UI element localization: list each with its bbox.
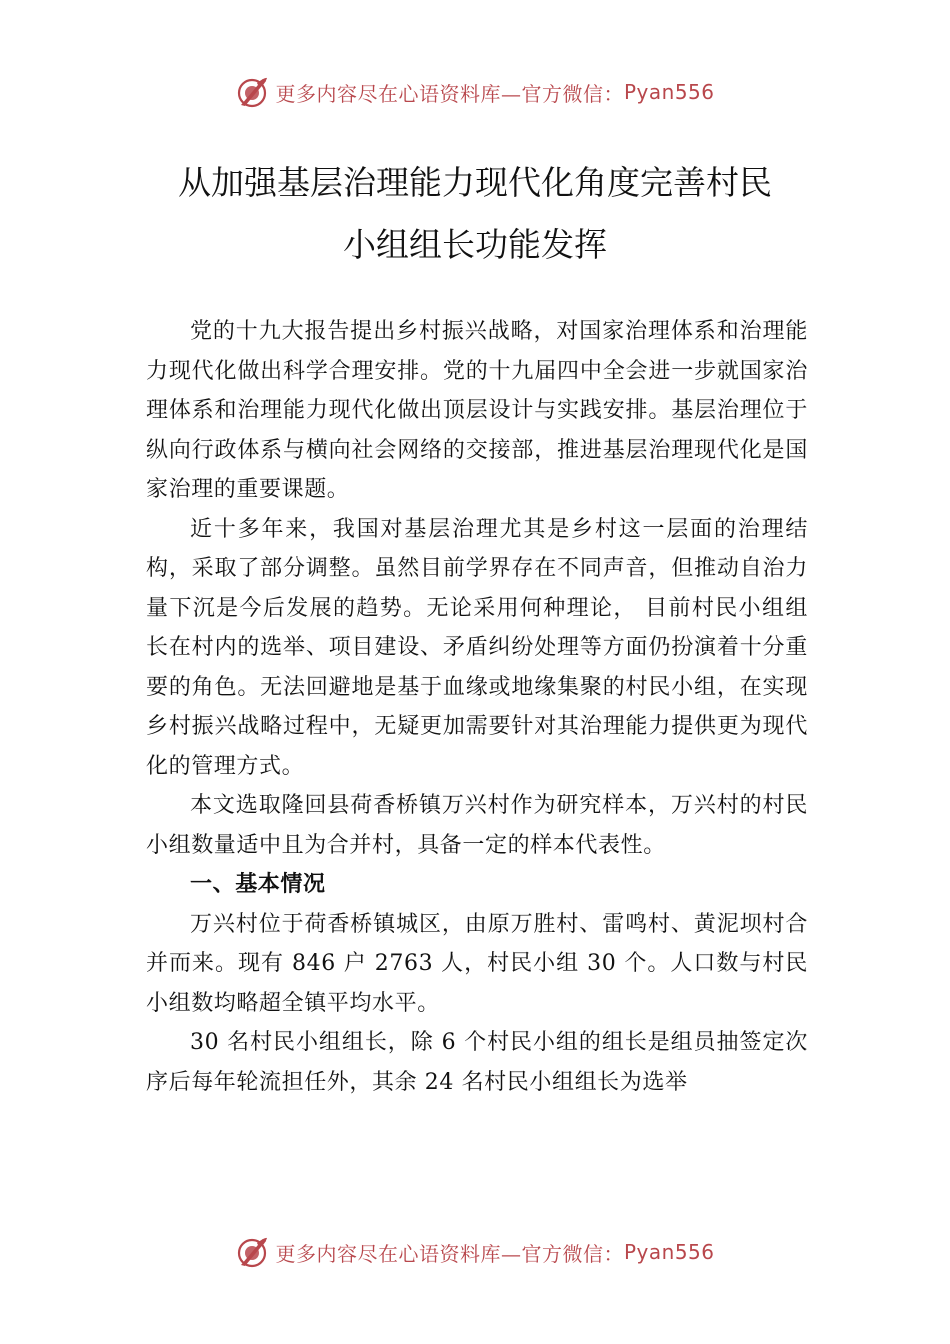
quill-ink-logo-icon: [235, 75, 269, 109]
section-heading-1: 一、基本情况: [190, 871, 326, 897]
paragraph-1: 党的十九大报告提出乡村振兴战略，对国家治理体系和治理能力现代化做出科学合理安排。党的十九届四中全会进一步就国家治理体系和治理能力现代化做出顶层设计与实践安排。基层治理位于纵向行政体系与横向社会网络的交接部，推进基层治理现代化是国家治理的重要课题。: [146, 319, 808, 502]
banner-wechat-id: Pyan556: [623, 80, 715, 104]
banner-text: 更多内容尽在心语资料库—官方微信：: [275, 81, 624, 106]
paragraph-2: 近十多年来，我国对基层治理尤其是乡村这一层面的治理结构，采取了部分调整。虽然目前学界存在不同声音，但推动自治力量下沉是今后发展的趋势。无论采用何种理论， 目前村民小组组长在村内的选举、项目建设、矛盾纠纷处理等方面仍扮演着十分重要的角色。无法回避地是基于血缘或地缘集聚的村民小组，在实现乡村振兴战略过程中，无疑更加需要针对其治理能力提供更为现代化的管理方式。: [146, 516, 808, 779]
header-banner: [0, 72, 950, 112]
paragraph-5: 30 名村民小组组长，除 6 个村民小组的组长是组员抽签定次序后每年轮流担任外，其余 24 名村民小组组长为选举: [146, 1030, 808, 1095]
paragraph-4: 万兴村位于荷香桥镇城区，由原万胜村、雷鸣村、黄泥坝村合并而来。现有 846 户 2763 人，村民小组 30 个。人口数与村民小组数均略超全镇平均水平。: [146, 911, 808, 1016]
banner-text: 更多内容尽在心语资料库—官方微信：: [275, 1241, 624, 1266]
quill-ink-logo-icon: [235, 1235, 269, 1269]
footer-banner: [0, 1232, 950, 1272]
paragraph-3: 本文选取隆回县荷香桥镇万兴村作为研究样本，万兴村的村民小组数量适中且为合并村，具备一定的样本代表性。: [146, 793, 808, 858]
document-title-line-2: 小组组长功能发挥: [343, 225, 607, 264]
document-title-line-1: 从加强基层治理能力现代化角度完善村民: [178, 163, 772, 202]
document-body: [146, 312, 808, 1102]
banner-wechat-id: Pyan556: [623, 1240, 715, 1264]
